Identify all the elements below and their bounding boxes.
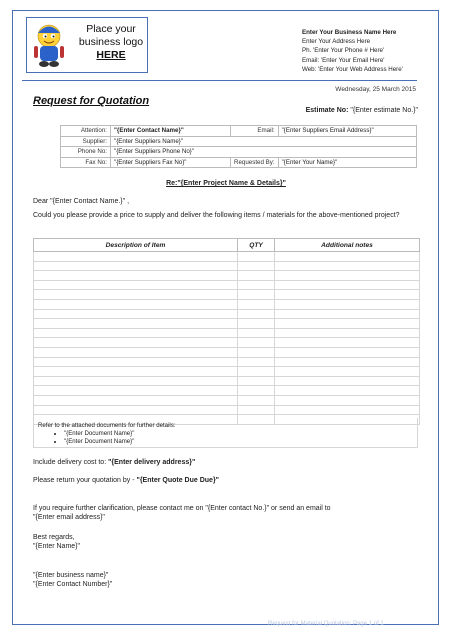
page-footer: Request for Material Quotation: Page 1 of 1 bbox=[268, 621, 384, 627]
item-notes-cell[interactable] bbox=[275, 367, 420, 377]
item-description-cell[interactable] bbox=[34, 376, 238, 386]
col-notes: Additional notes bbox=[275, 239, 420, 252]
document-date: Wednesday, 25 March 2015 bbox=[335, 86, 416, 93]
table-row[interactable] bbox=[34, 309, 420, 319]
item-description-cell[interactable] bbox=[34, 347, 238, 357]
table-row[interactable] bbox=[34, 347, 420, 357]
col-qty: QTY bbox=[238, 239, 275, 252]
item-qty-cell[interactable] bbox=[238, 395, 275, 405]
item-qty-cell[interactable] bbox=[238, 261, 275, 271]
business-phone: Ph. 'Enter Your Phone # Here' bbox=[302, 47, 385, 55]
item-notes-cell[interactable] bbox=[275, 319, 420, 329]
item-description-cell[interactable] bbox=[34, 261, 238, 271]
item-notes-cell[interactable] bbox=[275, 338, 420, 348]
item-qty-cell[interactable] bbox=[238, 386, 275, 396]
business-name: Enter Your Business Name Here bbox=[302, 29, 397, 36]
item-notes-cell[interactable] bbox=[275, 309, 420, 319]
clarification-text: If you require further clarification, please contact me on "{Enter contact No.}" or send an email to bbox=[33, 505, 331, 512]
table-row bbox=[61, 147, 417, 158]
table-header-row bbox=[34, 239, 420, 252]
project-reference: Re:"{Enter Project Name & Details}" bbox=[166, 180, 286, 187]
item-qty-cell[interactable] bbox=[238, 299, 275, 309]
clarification-email: "{Enter email address}" bbox=[33, 514, 105, 521]
table-row[interactable] bbox=[34, 290, 420, 300]
item-qty-cell[interactable] bbox=[238, 376, 275, 386]
table-row[interactable] bbox=[34, 386, 420, 396]
salutation: Dear "{Enter Contact Name.}" , bbox=[33, 198, 130, 205]
fax-value[interactable]: "{Enter Suppliers Fax No}" bbox=[111, 157, 231, 168]
sender-contact-number: "{Enter Contact Number}" bbox=[33, 581, 113, 588]
return-by-value[interactable]: "{Enter Quote Due Due}" bbox=[136, 477, 219, 484]
table-row[interactable] bbox=[34, 252, 420, 262]
phone-value[interactable]: "{Enter Suppliers Phone No}" bbox=[111, 147, 417, 158]
item-description-cell[interactable] bbox=[34, 386, 238, 396]
logo-line-1: Place your bbox=[86, 23, 136, 35]
phone-label: Phone No: bbox=[61, 147, 111, 158]
table-row[interactable] bbox=[34, 405, 420, 415]
table-row[interactable] bbox=[34, 261, 420, 271]
request-text: Could you please provide a price to supply and deliver the following items / materials for the above-mentioned project? bbox=[33, 212, 400, 219]
item-qty-cell[interactable] bbox=[238, 405, 275, 415]
estimate-value: "{Enter estimate No.}" bbox=[350, 107, 418, 114]
item-qty-cell[interactable] bbox=[238, 280, 275, 290]
table-row[interactable] bbox=[34, 376, 420, 386]
item-description-cell[interactable] bbox=[34, 367, 238, 377]
documents-list bbox=[38, 430, 417, 446]
list-item: • "{Enter Document Name}" bbox=[64, 430, 417, 438]
logo-line-3: HERE bbox=[96, 49, 126, 61]
table-row[interactable] bbox=[34, 338, 420, 348]
item-qty-cell[interactable] bbox=[238, 319, 275, 329]
documents-intro: Refer to the attached documents for further details: bbox=[38, 422, 176, 429]
item-qty-cell[interactable] bbox=[238, 328, 275, 338]
item-description-cell[interactable] bbox=[34, 299, 238, 309]
item-notes-cell[interactable] bbox=[275, 376, 420, 386]
item-description-cell[interactable] bbox=[34, 309, 238, 319]
table-row[interactable] bbox=[34, 299, 420, 309]
supplier-value[interactable]: "{Enter Suppliers Name}" bbox=[111, 136, 417, 147]
estimate-number bbox=[306, 107, 418, 114]
supplier-label: Supplier: bbox=[61, 136, 111, 147]
logo-line-2: business logo bbox=[78, 36, 144, 48]
table-row[interactable] bbox=[34, 357, 420, 367]
item-notes-cell[interactable] bbox=[275, 395, 420, 405]
business-email: Email: 'Enter Your Email Here' bbox=[302, 56, 385, 64]
col-description: Description of Item bbox=[34, 239, 238, 252]
item-description-cell[interactable] bbox=[34, 271, 238, 281]
attention-label: Attention: bbox=[61, 126, 111, 137]
table-row[interactable] bbox=[34, 319, 420, 329]
estimate-label: Estimate No: bbox=[305, 107, 349, 114]
delivery-line bbox=[33, 459, 195, 466]
item-qty-cell[interactable] bbox=[238, 271, 275, 281]
item-qty-cell[interactable] bbox=[238, 357, 275, 367]
items-table-body bbox=[34, 252, 420, 425]
item-notes-cell[interactable] bbox=[275, 299, 420, 309]
requested-by-label: Requested By: bbox=[231, 157, 279, 168]
item-qty-cell[interactable] bbox=[238, 367, 275, 377]
item-description-cell[interactable] bbox=[34, 357, 238, 367]
supplier-info-table bbox=[60, 125, 417, 168]
item-notes-cell[interactable] bbox=[275, 328, 420, 338]
items-table bbox=[33, 238, 420, 425]
requested-by-value[interactable]: "{Enter Your Name}" bbox=[278, 157, 416, 168]
item-notes-cell[interactable] bbox=[275, 405, 420, 415]
attention-value[interactable]: "{Enter Contact Name}" bbox=[111, 126, 231, 137]
table-row[interactable] bbox=[34, 395, 420, 405]
item-description-cell[interactable] bbox=[34, 290, 238, 300]
item-qty-cell[interactable] bbox=[238, 347, 275, 357]
item-description-cell[interactable] bbox=[34, 338, 238, 348]
list-item: • "{Enter Document Name}" bbox=[64, 438, 417, 446]
mascot-logo-image bbox=[31, 22, 67, 68]
item-notes-cell[interactable] bbox=[275, 252, 420, 262]
item-description-cell[interactable] bbox=[34, 328, 238, 338]
table-row[interactable] bbox=[34, 367, 420, 377]
item-notes-cell[interactable] bbox=[275, 386, 420, 396]
document-title: Request for Quotation bbox=[33, 95, 150, 107]
sender-name: "{Enter Name}" bbox=[33, 543, 80, 550]
email-value[interactable]: "{Enter Suppliers Email Address}" bbox=[278, 126, 416, 137]
item-description-cell[interactable] bbox=[34, 252, 238, 262]
fax-label: Fax No: bbox=[61, 157, 111, 168]
item-qty-cell[interactable] bbox=[238, 309, 275, 319]
business-details bbox=[302, 28, 403, 74]
header-divider bbox=[22, 80, 417, 81]
delivery-value[interactable]: "{Enter delivery address}" bbox=[108, 459, 196, 466]
table-row[interactable] bbox=[34, 328, 420, 338]
item-notes-cell[interactable] bbox=[275, 261, 420, 271]
item-description-cell[interactable] bbox=[34, 395, 238, 405]
item-notes-cell[interactable] bbox=[275, 290, 420, 300]
table-row bbox=[61, 126, 417, 137]
business-address: Enter Your Address Here bbox=[302, 38, 371, 46]
item-notes-cell[interactable] bbox=[275, 347, 420, 357]
item-notes-cell[interactable] bbox=[275, 271, 420, 281]
item-notes-cell[interactable] bbox=[275, 280, 420, 290]
attached-documents bbox=[33, 418, 418, 448]
business-web: Web: 'Enter Your Web Address Here' bbox=[302, 65, 403, 73]
table-row bbox=[61, 136, 417, 147]
item-qty-cell[interactable] bbox=[238, 338, 275, 348]
email-label: Email: bbox=[231, 126, 279, 137]
item-qty-cell[interactable] bbox=[238, 290, 275, 300]
item-notes-cell[interactable] bbox=[275, 357, 420, 367]
sender-business-name: "{Enter business name}" bbox=[33, 572, 109, 579]
table-row[interactable] bbox=[34, 280, 420, 290]
return-by-prefix: Please return your quotation by - bbox=[33, 477, 137, 484]
logo-placeholder bbox=[26, 17, 148, 73]
item-description-cell[interactable] bbox=[34, 319, 238, 329]
return-by-line bbox=[33, 477, 219, 484]
table-row[interactable] bbox=[34, 271, 420, 281]
delivery-prefix: Include delivery cost to: bbox=[33, 459, 109, 466]
item-description-cell[interactable] bbox=[34, 280, 238, 290]
item-description-cell[interactable] bbox=[34, 405, 238, 415]
item-qty-cell[interactable] bbox=[238, 252, 275, 262]
logo-text bbox=[75, 23, 147, 62]
regards: Best regards, bbox=[33, 534, 75, 541]
table-row bbox=[61, 157, 417, 168]
